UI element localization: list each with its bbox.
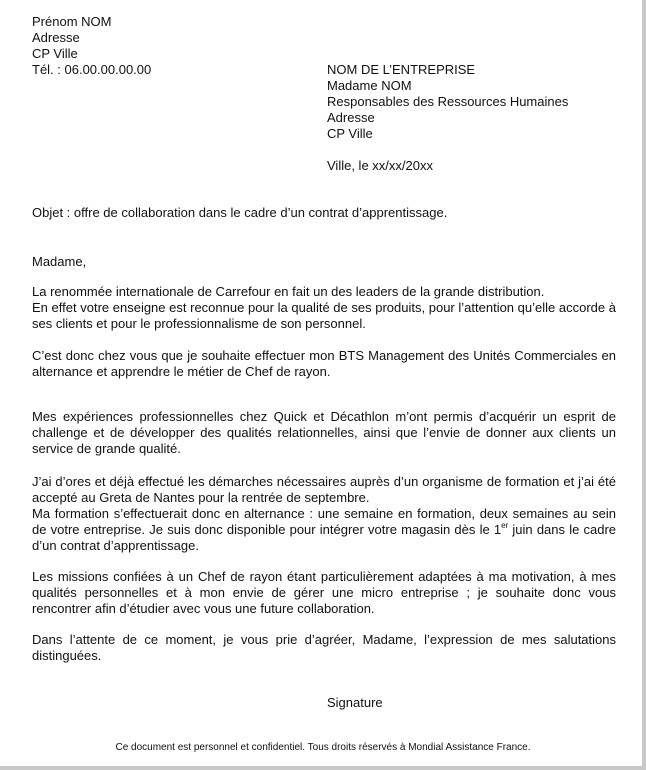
paragraph-1-line-1: La renommée internationale de Carrefour en fait un des leaders de la grande distribution. — [32, 284, 545, 299]
recipient-block — [327, 62, 568, 174]
paragraph-6 — [32, 632, 616, 664]
recipient-department: Responsables des Ressources Humaines — [327, 94, 569, 109]
paragraph-1 — [32, 284, 616, 332]
subject-line: Objet : offre de collaboration dans le cadre d’un contrat d’apprentissage. — [32, 205, 448, 220]
paragraph-6-text: Dans l’attente de ce moment, je vous prie d’agréer, Madame, l’expression de mes salutations distinguées. — [32, 632, 616, 663]
paragraph-5-text: Les missions confiées à un Chef de rayon étant particulièrement adaptées à ma motivation, à mes qualités personnelles et à mon envie de gérer une micro entreprise ; je souhaite donc vous rencontrer afin d’étudier avec vous une future collaboration. — [32, 569, 616, 616]
sender-name: Prénom NOM — [32, 14, 112, 29]
paragraph-2-text: C’est donc chez vous que je souhaite effectuer mon BTS Management des Unités Commerciales en alternance et apprendre le métier de Chef de rayon. — [32, 348, 616, 379]
paragraph-4-line-2 — [32, 506, 616, 554]
sender-city: CP Ville — [32, 46, 78, 61]
salutation: Madame, — [32, 254, 87, 269]
sender-address: Adresse — [32, 30, 80, 45]
date-line: Ville, le xx/xx/20xx — [327, 158, 433, 173]
sender-block — [32, 14, 151, 78]
footer-notice: Ce document est personnel et confidentiel. Tous droits réservés à Mondial Assistance France. — [115, 742, 531, 753]
recipient-contact: Madame NOM — [327, 78, 412, 93]
paragraph-4-text-before: Ma formation s’effectuerait donc en alternance : une semaine en formation, deux semaines au sein de votre entreprise. Je suis donc disponible pour intégrer votre magasin dès le 1 — [32, 506, 616, 537]
recipient-address: Adresse — [327, 110, 375, 125]
paragraph-4-line-1: J’ai d’ores et déjà effectué les démarches nécessaires auprès d’un organisme de formation et j’ai été accepté au Greta de Nantes pour la rentrée de septembre. — [32, 474, 616, 505]
paragraph-3-text: Mes expériences professionnelles chez Quick et Décathlon m’ont permis d’acquérir un esprit de challenge et de développer des qualités relationnelles, ainsi que l’envie de donner aux clients un service de grande qualité. — [32, 409, 616, 456]
paragraph-3 — [32, 409, 616, 457]
recipient-city: CP Ville — [327, 126, 373, 141]
ordinal-superscript: er — [501, 521, 509, 530]
paragraph-1-line-2: En effet votre enseigne est reconnue pour la qualité de ses produits, pour l’attention qu’elle accorde à ses clients et pour le professionnalisme de son personnel. — [32, 300, 616, 331]
paragraph-4 — [32, 474, 616, 554]
paragraph-5 — [32, 569, 616, 617]
paragraph-2 — [32, 348, 616, 380]
recipient-company: NOM DE L’ENTREPRISE — [327, 62, 476, 77]
signature: Signature — [327, 695, 383, 710]
paragraph-4-text-after: juin dans le cadre d’un contrat d’apprentissage. — [32, 522, 617, 553]
sender-phone: Tél. : 06.00.00.00.00 — [32, 62, 152, 77]
